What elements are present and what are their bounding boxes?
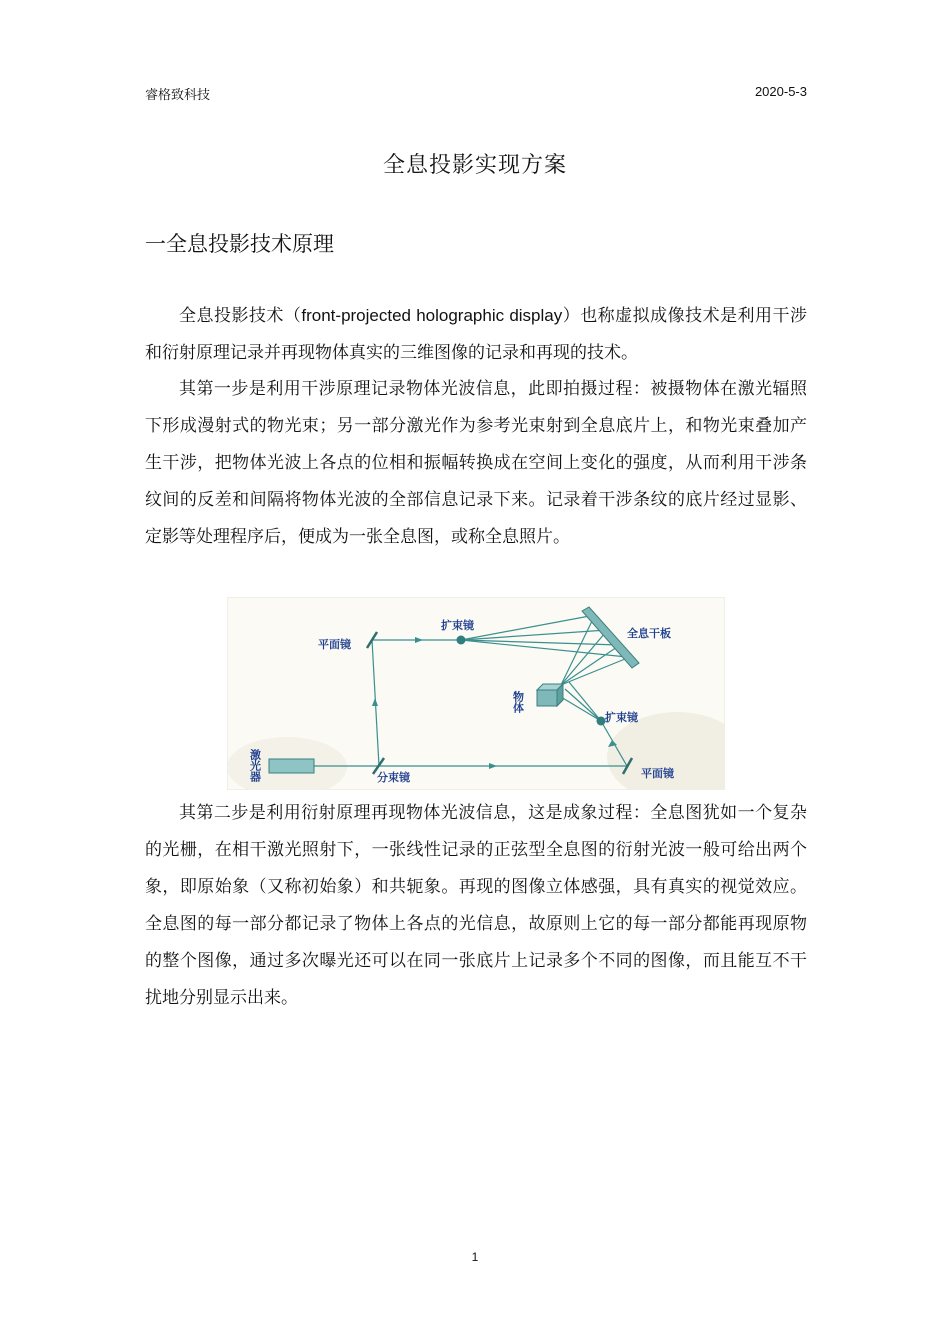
holography-diagram-svg [227,597,725,790]
page-number: 1 [471,1250,479,1264]
paragraph-step-two: 其第二步是利用衍射原理再现物体光波信息，这是成象过程：全息图犹如一个复杂的光栅，在相干激光照射下，一张线性记录的正弦型全息图的衍射光波一般可给出两个象，即原始象（又称初始象）和共轭象。再现的图像立体感强，具有真实的视觉效应。全息图的每一部分都记录了物体上各点的光信息，故原则上它的每一部分都能再现原物的整个图像，通过多次曝光还可以在同一张底片上记录多个不同的图像，而且能互不干扰地分别显示出来。 [145,803,807,1008]
cube-front [537,690,557,706]
label-plane-mirror-left: 平面镜 [318,638,351,651]
label-plane-mirror-right: 平面镜 [641,767,674,780]
paragraph-step-one: 其第一步是利用干涉原理记录物体光波信息，此即拍摄过程：被摄物体在激光辐照下形成漫射式的物光束；另一部分激光作为参考光束射到全息底片上，和物光束叠加产生干涉，把物体光波上各点的位相和振幅转换成在空间上变化的强度，从而利用干涉条纹间的反差和间隔将物体光波的全部信息记录下来。记录着干涉条纹的底片经过显影、定影等处理程序后，便成为一张全息图，或称全息照片。 [145,379,807,547]
label-object: 物体 [511,691,525,713]
paragraph-intro [145,297,807,372]
paragraph-intro-english-term: front-projected holographic display [301,306,563,325]
object-cube [537,684,563,706]
paragraph-intro-end: ）也称虚拟成像技术是利用干涉和衍射原理记录并再现物体真实的三维图像的记录和再现的技术。 [145,306,808,363]
label-beam-splitter: 分束镜 [377,771,410,784]
beam-expander-top [457,636,466,645]
header-date: 2020-5-3 [754,84,807,99]
holography-diagram [227,597,725,790]
section-heading: 一全息投影技术原理 [145,232,334,256]
label-beam-expander-top: 扩束镜 [441,619,474,632]
label-hologram-plate: 全息干板 [627,627,671,640]
paragraph-intro-start: 全息投影技术（ [179,306,302,326]
label-laser: 激光器 [248,749,262,782]
laser-body [269,759,314,773]
header-company: 睿格致科技 [145,88,211,103]
label-beam-expander-right: 扩束镜 [605,711,638,724]
document-title: 全息投影实现方案 [382,153,567,178]
